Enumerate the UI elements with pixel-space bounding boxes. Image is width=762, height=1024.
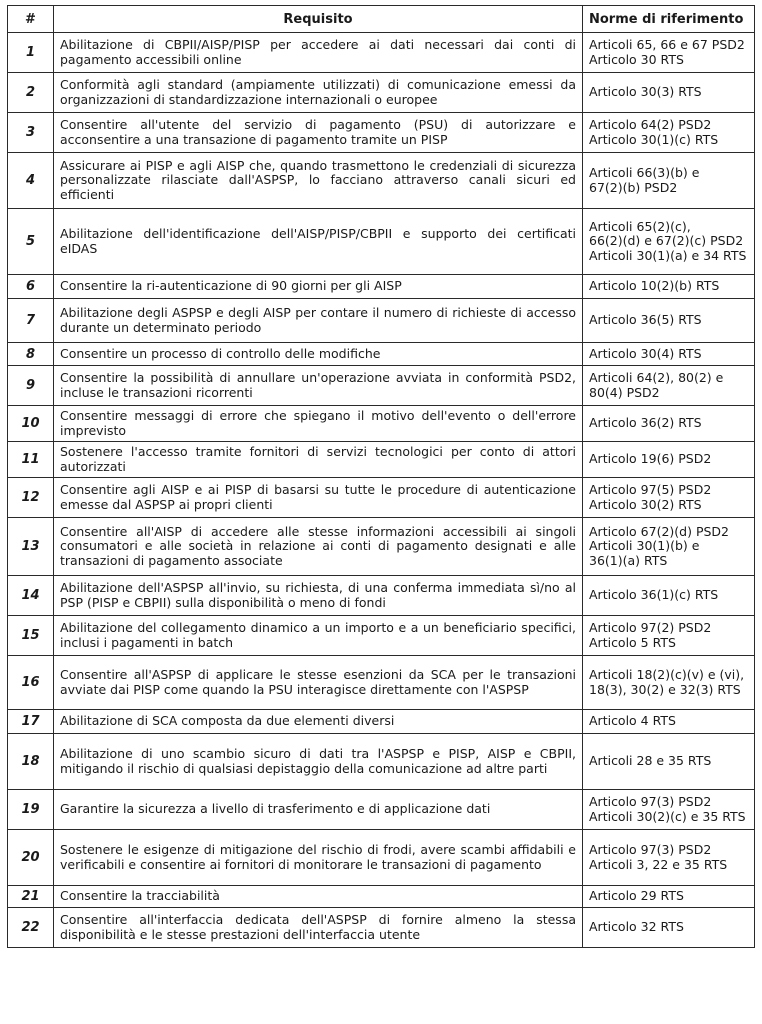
header-requirement: Requisito (54, 6, 583, 33)
requirement-cell: Consentire la ri-autenticazione di 90 giorni per gli AISP (54, 275, 583, 299)
row-number: 2 (8, 73, 54, 113)
requirement-cell: Consentire all'interfaccia dedicata dell'ASPSP di fornire almeno la stessa disponibilità e le stesse prestazioni dell'interfaccia utente (54, 908, 583, 948)
norms-cell: Articolo 10(2)(b) RTS (583, 275, 755, 299)
table-row (8, 406, 755, 442)
table-row (8, 790, 755, 830)
table-row (8, 908, 755, 948)
row-number: 13 (8, 518, 54, 576)
norms-cell: Articoli 66(3)(b) e 67(2)(b) PSD2 (583, 153, 755, 209)
norms-cell: Articolo 67(2)(d) PSD2 Articoli 30(1)(b) e 36(1)(a) RTS (583, 518, 755, 576)
table-row (8, 442, 755, 478)
requirement-cell: Garantire la sicurezza a livello di trasferimento e di applicazione dati (54, 790, 583, 830)
norms-cell: Articolo 32 RTS (583, 908, 755, 948)
row-number: 14 (8, 576, 54, 616)
table-row (8, 209, 755, 275)
table-row (8, 478, 755, 518)
requirement-cell: Abilitazione dell'ASPSP all'invio, su richiesta, di una conferma immediata sì/no al PSP (PISP e CBPII) sulla disponibilità o meno di fondi (54, 576, 583, 616)
norms-cell: Articolo 30(4) RTS (583, 343, 755, 366)
requirement-cell: Conformità agli standard (ampiamente utilizzati) di comunicazione emessi da organizzazioni di standardizzazione internazionali o europee (54, 73, 583, 113)
row-number: 10 (8, 406, 54, 442)
table-row (8, 886, 755, 908)
norms-cell: Articoli 64(2), 80(2) e 80(4) PSD2 (583, 366, 755, 406)
requirement-cell: Assicurare ai PISP e agli AISP che, quando trasmettono le credenziali di sicurezza personalizzate rilasciate dall'ASPSP, lo facciano attraverso canali sicuri ed efficienti (54, 153, 583, 209)
table-row (8, 734, 755, 790)
requirement-cell: Consentire agli AISP e ai PISP di basarsi su tutte le procedure di autenticazione emesse dal ASPSP ai propri clienti (54, 478, 583, 518)
norms-cell: Articolo 97(2) PSD2 Articolo 5 RTS (583, 616, 755, 656)
requirement-cell: Sostenere l'accesso tramite fornitori di servizi tecnologici per conto di attori autorizzati (54, 442, 583, 478)
norms-cell: Articolo 97(3) PSD2 Articoli 3, 22 e 35 RTS (583, 830, 755, 886)
table-row (8, 113, 755, 153)
row-number: 9 (8, 366, 54, 406)
row-number: 19 (8, 790, 54, 830)
header-row (8, 6, 755, 33)
requirement-cell: Abilitazione di SCA composta da due elementi diversi (54, 710, 583, 734)
norms-cell: Articoli 18(2)(c)(v) e (vi), 18(3), 30(2) e 32(3) RTS (583, 656, 755, 710)
row-number: 18 (8, 734, 54, 790)
requirement-cell: Abilitazione degli ASPSP e degli AISP per contare il numero di richieste di accesso durante un determinato periodo (54, 299, 583, 343)
requirement-cell: Abilitazione del collegamento dinamico a un importo e a un beneficiario specifici, inclusi i pagamenti in batch (54, 616, 583, 656)
table-row (8, 518, 755, 576)
table-row (8, 710, 755, 734)
norms-cell: Articolo 97(5) PSD2 Articolo 30(2) RTS (583, 478, 755, 518)
norms-cell: Articolo 19(6) PSD2 (583, 442, 755, 478)
row-number: 8 (8, 343, 54, 366)
table-header (8, 6, 755, 33)
table-row (8, 366, 755, 406)
requirement-cell: Consentire messaggi di errore che spiegano il motivo dell'evento o dell'errore imprevisto (54, 406, 583, 442)
row-number: 16 (8, 656, 54, 710)
norms-cell: Articoli 28 e 35 RTS (583, 734, 755, 790)
requirement-cell: Consentire all'utente del servizio di pagamento (PSU) di autorizzare e acconsentire a una transazione di pagamento tramite un PISP (54, 113, 583, 153)
requirement-cell: Consentire all'AISP di accedere alle stesse informazioni accessibili ai singoli consumatori e alle società in relazione ai conti di pagamento designati e alle transazioni di pagamento associate (54, 518, 583, 576)
row-number: 1 (8, 33, 54, 73)
requirement-cell: Consentire all'ASPSP di applicare le stesse esenzioni da SCA per le transazioni avviate dai PISP come quando la PSU interagisce direttamente con l'ASPSP (54, 656, 583, 710)
norms-cell: Articolo 36(1)(c) RTS (583, 576, 755, 616)
norms-cell: Articolo 36(2) RTS (583, 406, 755, 442)
requirement-cell: Sostenere le esigenze di mitigazione del rischio di frodi, avere scambi affidabili e verificabili e consentire ai fornitori di monitorare le transazioni di pagamento (54, 830, 583, 886)
table-row (8, 830, 755, 886)
header-norms: Norme di riferimento (583, 6, 755, 33)
requirement-cell: Consentire un processo di controllo delle modifiche (54, 343, 583, 366)
header-number: # (8, 6, 54, 33)
row-number: 4 (8, 153, 54, 209)
row-number: 21 (8, 886, 54, 908)
row-number: 11 (8, 442, 54, 478)
row-number: 12 (8, 478, 54, 518)
table-row (8, 299, 755, 343)
table-row (8, 343, 755, 366)
norms-cell: Articoli 65, 66 e 67 PSD2 Articolo 30 RTS (583, 33, 755, 73)
row-number: 5 (8, 209, 54, 275)
table-body (8, 33, 755, 948)
norms-cell: Articolo 36(5) RTS (583, 299, 755, 343)
row-number: 15 (8, 616, 54, 656)
requirement-cell: Abilitazione dell'identificazione dell'AISP/PISP/CBPII e supporto dei certificati eIDAS (54, 209, 583, 275)
table-row (8, 153, 755, 209)
table-row (8, 33, 755, 73)
norms-cell: Articolo 30(3) RTS (583, 73, 755, 113)
norms-cell: Articolo 29 RTS (583, 886, 755, 908)
table-row (8, 616, 755, 656)
requirement-cell: Consentire la tracciabilità (54, 886, 583, 908)
row-number: 17 (8, 710, 54, 734)
row-number: 3 (8, 113, 54, 153)
row-number: 20 (8, 830, 54, 886)
requirement-cell: Consentire la possibilità di annullare un'operazione avviata in conformità PSD2, incluse le transazioni ricorrenti (54, 366, 583, 406)
row-number: 22 (8, 908, 54, 948)
table-row (8, 73, 755, 113)
requirements-table (7, 5, 755, 948)
norms-cell: Articolo 64(2) PSD2 Articolo 30(1)(c) RTS (583, 113, 755, 153)
table-row (8, 275, 755, 299)
row-number: 7 (8, 299, 54, 343)
row-number: 6 (8, 275, 54, 299)
norms-cell: Articolo 97(3) PSD2 Articoli 30(2)(c) e 35 RTS (583, 790, 755, 830)
table-row (8, 656, 755, 710)
norms-cell: Articolo 4 RTS (583, 710, 755, 734)
requirement-cell: Abilitazione di CBPII/AISP/PISP per accedere ai dati necessari dai conti di pagamento accessibili online (54, 33, 583, 73)
norms-cell: Articoli 65(2)(c), 66(2)(d) e 67(2)(c) PSD2 Articoli 30(1)(a) e 34 RTS (583, 209, 755, 275)
requirement-cell: Abilitazione di uno scambio sicuro di dati tra l'ASPSP e PISP, AISP e CBPII, mitigando il rischio di qualsiasi depistaggio della comunicazione ad altre parti (54, 734, 583, 790)
table-row (8, 576, 755, 616)
